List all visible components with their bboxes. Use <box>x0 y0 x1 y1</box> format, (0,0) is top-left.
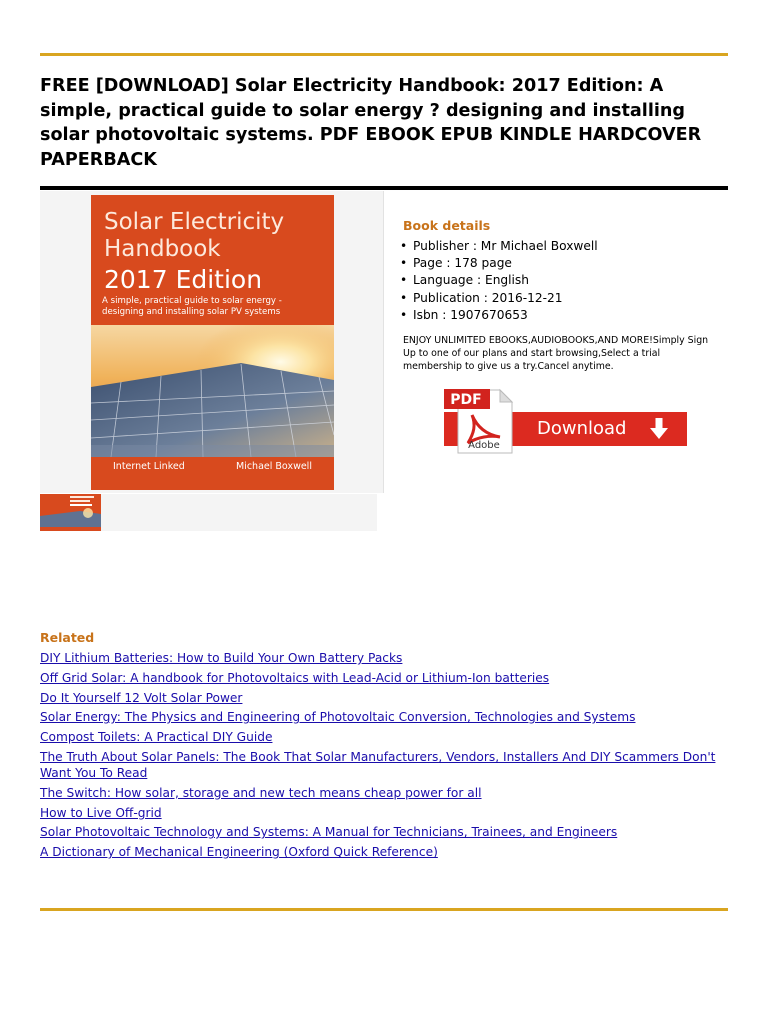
cover-footer-right: Michael Boxwell <box>236 461 312 472</box>
list-item <box>40 650 730 666</box>
list-item <box>40 709 730 725</box>
related-heading: Related <box>40 630 95 645</box>
top-rule <box>40 53 728 56</box>
detail-page: • Page : 178 page <box>400 256 512 271</box>
thumbnail-image <box>40 494 101 531</box>
details-heading: Book details <box>403 218 491 233</box>
down-arrow-icon <box>649 418 669 440</box>
related-link[interactable]: The Switch: How solar, storage and new tech means cheap power for all <box>40 785 482 800</box>
book-cover[interactable] <box>91 195 334 490</box>
promo-text: ENJOY UNLIMITED EBOOKS,AUDIOBOOKS,AND MORE!Simply Sign Up to one of our plans and start browsing,Select a trial membership to give us a try.Cancel anytime. <box>403 335 709 373</box>
cover-title-line2: Handbook <box>104 236 221 262</box>
related-link[interactable]: A Dictionary of Mechanical Engineering (Oxford Quick Reference) <box>40 845 438 860</box>
list-item <box>40 805 730 821</box>
pdf-badge-text: PDF <box>450 392 482 408</box>
related-link[interactable]: The Truth About Solar Panels: The Book That Solar Manufacturers, Vendors, Installers And DIY Scammers Don't Want You To Read <box>40 749 716 780</box>
page-title: FREE [DOWNLOAD] Solar Electricity Handbook: 2017 Edition: A simple, practical guide to solar energy ? designing and installing solar photovoltaic systems. PDF EBOOK EPUB KINDLE HARDCOVER PAPERBACK <box>40 76 702 170</box>
cover-edition: 2017 Edition <box>104 265 263 294</box>
detail-language: • Language : English <box>400 273 530 288</box>
list-item <box>40 844 730 860</box>
cover-footer-left: Internet Linked <box>113 461 185 472</box>
solar-panel-photo <box>91 325 334 457</box>
download-label: Download <box>537 418 627 439</box>
list-item <box>40 670 730 686</box>
details-list <box>400 238 598 324</box>
list-item <box>40 785 730 801</box>
related-link[interactable]: Do It Yourself 12 Volt Solar Power <box>40 690 243 705</box>
list-item <box>40 690 730 706</box>
related-link[interactable]: Solar Photovoltaic Technology and Systems: A Manual for Technicians, Trainees, and Engineers <box>40 825 618 840</box>
detail-publication: • Publication : 2016-12-21 <box>400 290 563 305</box>
pdf-adobe-icon[interactable] <box>444 387 514 455</box>
related-link[interactable]: Off Grid Solar: A handbook for Photovoltaics with Lead-Acid or Lithium-Ion batteries <box>40 670 550 685</box>
cover-subtitle-line2: designing and installing solar PV systems <box>102 307 281 317</box>
detail-publisher: • Publisher : Mr Michael Boxwell <box>400 239 598 253</box>
related-link[interactable]: Solar Energy: The Physics and Engineering of Photovoltaic Conversion, Technologies and Systems <box>40 710 636 725</box>
adobe-label: Adobe <box>468 440 500 451</box>
list-item <box>40 729 730 745</box>
list-item <box>40 824 730 840</box>
related-list <box>40 650 730 864</box>
cover-subtitle-line1: A simple, practical guide to solar energy - <box>102 296 282 306</box>
bottom-rule <box>40 908 728 911</box>
cover-thumbnail[interactable] <box>40 494 101 531</box>
title-divider <box>40 186 728 190</box>
detail-isbn: • Isbn : 1907670653 <box>400 307 528 322</box>
related-link[interactable]: DIY Lithium Batteries: How to Build Your Own Battery Packs <box>40 651 403 665</box>
related-link[interactable]: Compost Toilets: A Practical DIY Guide <box>40 730 273 745</box>
list-item <box>40 749 730 781</box>
related-link[interactable]: How to Live Off-grid <box>40 805 162 820</box>
cover-title-line1: Solar Electricity <box>104 209 285 235</box>
